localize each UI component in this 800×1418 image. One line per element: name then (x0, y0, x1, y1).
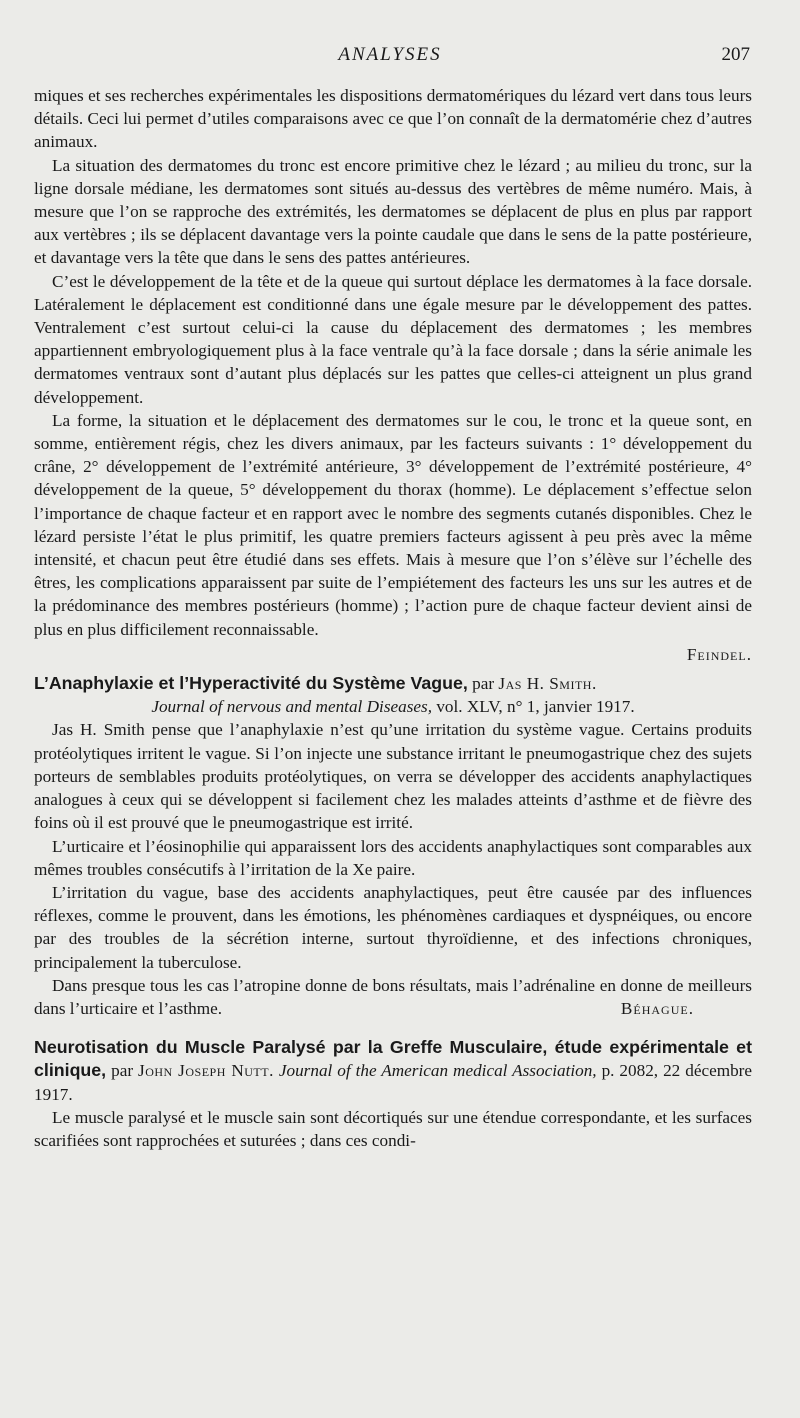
article3-author: John Joseph Nutt. (138, 1061, 274, 1081)
article2-paragraph: L’urticaire et l’éosinophilie qui apparaissent lors des accidents anaphylactiques sont comparables aux mêmes troubles consécutifs à l’irritation de la Xe paire. (34, 836, 752, 879)
article2-heading (34, 672, 752, 718)
article1-paragraph: C’est le développement de la tête et de la queue qui surtout déplace les dermatomes à la face dorsale. Latéralement le déplacement est conditionné dans une égale mesure par le développement des pattes. Ventralement c’est surtout celui-ci la cause du déplacement des dermatomes ; les membres appartiennent embryologiquement plus à la face ventrale qu’à la face dorsale ; dans la série animale les dermatomes ventraux sont d’autant plus déplacés sur les pattes que celles-ci atteignent un plus grand développement. (34, 271, 752, 407)
article2-volume: vol. XLV, n° 1, janvier 1917. (436, 697, 635, 717)
article2-journal: Journal of nervous and mental Diseases, (151, 697, 433, 717)
article1-signature: Feindel. (686, 644, 752, 664)
page-header (30, 44, 750, 72)
article1-paragraph: La forme, la situation et le déplacement des dermatomes sur le cou, le tronc et la queue sont, en somme, entièrement régis, chez les divers animaux, par les facteurs suivants : 1° développement du crâne, 2° développement de l’extrémité antérieure, 3° développement de l’extrémité postérieure, 4° développement de la queue, 5° développement du thorax (homme). Le déplacement s’effectue selon l’importance de chaque facteur et en rapport avec le nombre des segments cutanés disponibles. Chez le lézard persiste l’état le plus primitif, les quatre premiers facteurs agissent à peu près avec la même intensité, et chacun peut être étudié dans ses effets. Mais à mesure que l’on s’élève sur l’échelle des êtres, les complications apparaissent par suite de l’empiétement des facteurs les uns sur les autres et de la prédominance des membres postérieurs (homme) ; l’action pure de chaque facteur devient ainsi de plus en plus difficilement reconnaissable. (34, 410, 752, 639)
article2-paragraph: Jas H. Smith pense que l’anaphylaxie n’est qu’une irritation du système vague. Certains produits protéolytiques irritent le vague. Si l’on injecte une substance irritant le pneumogastrique chez des sujets porteurs de semblables produits protéolytiques, on verra se développer des accidents anaphylactiques analogues à ceux qui se développent si facilement chez les malades atteints d’asthme et de fièvre des foins où il est prouvé que le pneumogastrique est irrité. (34, 720, 752, 833)
article2-last-paragraph (34, 974, 752, 1020)
article2-by: par (472, 674, 495, 694)
article2-signature: Béhague. (620, 998, 694, 1018)
article3-paragraph: Le muscle paralysé et le muscle sain sont décortiqués sur une étendue correspondante, et les surfaces scarifiées sont rapprochées et suturées ; dans ces condi- (34, 1107, 752, 1150)
article3-citation: p. 2082, 22 décembre 1917. (34, 1061, 753, 1104)
article3-heading (34, 1036, 752, 1106)
page-number: 207 (721, 44, 750, 65)
article2-author: Jas H. Smith. (498, 674, 597, 694)
article2-citation (34, 695, 752, 718)
article1-paragraph: La situation des dermatomes du tronc est encore primitive chez le lézard ; au milieu du tronc, sur la ligne dorsale médiane, les dermatomes sont situés au-dessus des vertèbres de même numéro. Mais, à mesure que l’on se rapproche des extrémités, les dermatomes se déplacent de plus en plus par rapport aux vertèbres ; ils se déplacent davantage vers la pointe caudale que dans le sens de la patte postérieure, et davantage vers la tête que dans le sens des pattes antérieures. (34, 155, 752, 268)
article3-title: Neurotisation du Muscle Paralysé par la Greffe Musculaire, étude expérimentale et clinique, (34, 1037, 752, 1081)
article3-journal: Journal of the American medical Association, (278, 1061, 597, 1081)
section-gap (34, 1020, 752, 1030)
page-body (34, 84, 752, 1152)
running-title: ANALYSES (338, 44, 442, 65)
article3-by: par (111, 1061, 134, 1081)
article1-paragraph: miques et ses recherches expérimentales les dispositions dermatomériques du lézard vert dans tous leurs détails. Ceci lui permet d’utiles comparaisons avec ce que l’on connaît de la dermatomérie chez d’autres animaux. (34, 86, 752, 152)
article2-paragraph: L’irritation du vague, base des accidents anaphylactiques, peut être causée par des influences réflexes, comme le prouvent, dans les émotions, les phénomènes cardiaques et dyspnéiques, ou encore par des troubles de la sécrétion interne, surtout thyroïdienne, et des infections chroniques, principalement la tuberculose. (34, 882, 752, 972)
article2-title: L’Anaphylaxie et l’Hyperactivité du Système Vague, (34, 673, 468, 694)
article2-paragraph: Dans presque tous les cas l’atropine donne de bons résultats, mais l’adrénaline en donne de meilleurs dans l’urticaire et l’asthme. (34, 975, 752, 1018)
